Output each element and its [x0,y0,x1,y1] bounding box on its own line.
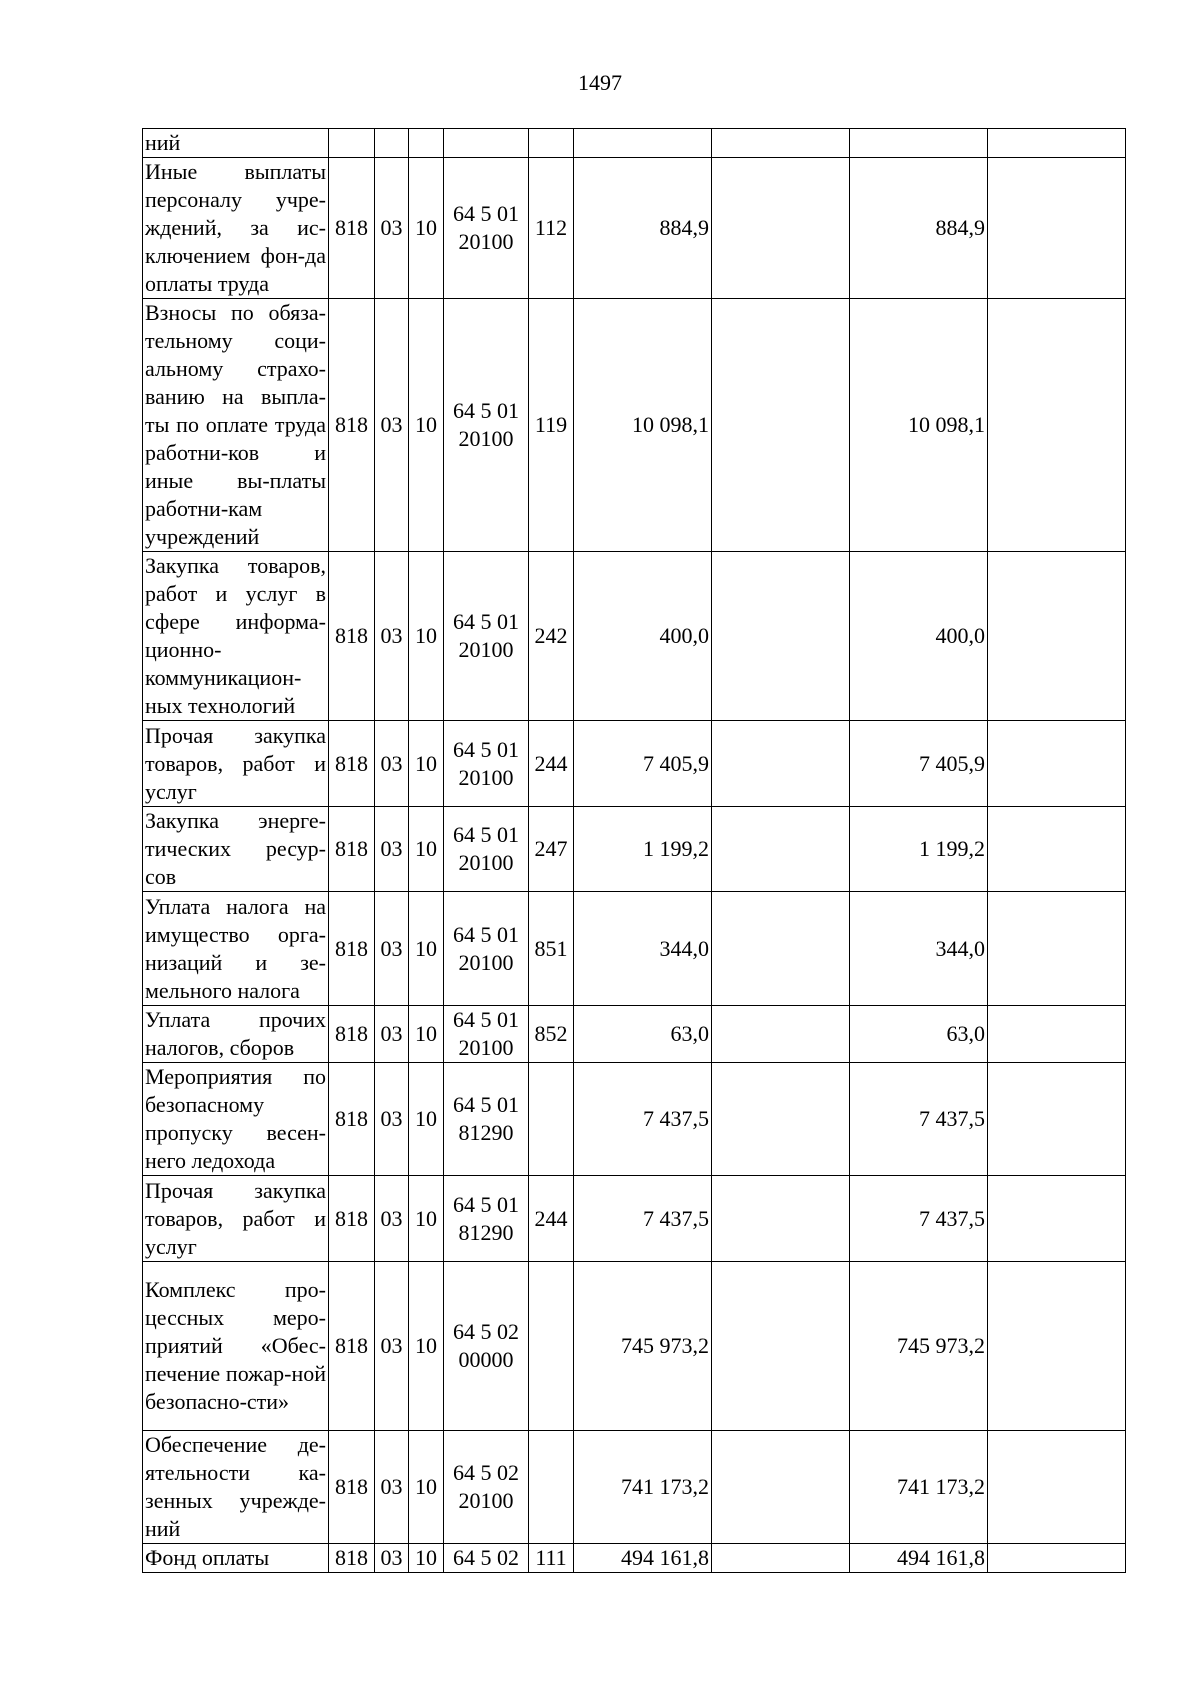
table-row [143,1176,1126,1262]
amount-cell-2 [712,1176,850,1262]
amount-cell-2 [712,1063,850,1176]
expense-type-cell: 111 [529,1544,574,1573]
page-number: 1497 [578,70,622,95]
row-name-cell: Закупка энерге-тических ресур-сов [143,807,329,892]
target-article-line-1: 64 5 01 [453,921,519,947]
grbs-cell: 818 [329,1262,375,1431]
target-article-line-1: 64 5 01 [453,822,519,847]
amount-cell-3: 10 098,1 [850,299,988,552]
amount-cell-4 [988,158,1126,299]
amount-cell-1: 7 437,5 [574,1063,712,1176]
target-article-line-2: 81290 [458,1219,514,1245]
target-article-line-2: 20100 [458,764,514,790]
amount-cell-4 [988,1262,1126,1431]
section-cell: 03 [375,721,409,807]
expense-type-cell: 244 [529,1176,574,1262]
table-row [143,299,1126,552]
subsection-cell: 10 [409,158,444,299]
row-name-cell: Иные выплаты персоналу учре-ждений, за ис-ключением фон-да оплаты труда [143,158,329,299]
amount-cell-2 [712,892,850,1006]
target-article-line-2: 81290 [458,1120,514,1145]
section-cell: 03 [375,1544,409,1573]
amount-cell-2 [712,129,850,158]
target-article-line-2: 20100 [458,1035,514,1060]
row-name-cell: Мероприятия по безопасному пропуску весен-него ледохода [143,1063,329,1176]
target-article-line-1: 64 5 02 [453,1545,519,1570]
amount-cell-3: 344,0 [850,892,988,1006]
grbs-cell [329,129,375,158]
grbs-cell: 818 [329,1431,375,1544]
amount-cell-2 [712,807,850,892]
grbs-cell: 818 [329,721,375,807]
table-row [143,552,1126,721]
amount-cell-4 [988,807,1126,892]
subsection-cell: 10 [409,1544,444,1573]
table-body [143,129,1126,1573]
table-row [143,1544,1126,1573]
row-name-cell: Обеспечение де-ятельности ка-зенных учрежде-ний [143,1431,329,1544]
subsection-cell: 10 [409,1063,444,1176]
target-article-cell [444,552,529,721]
row-name-cell: Взносы по обяза-тельному соци-альному страхо-ванию на выпла-ты по оплате труда работни-ков и иные вы-платы работни-кам учреждений [143,299,329,552]
grbs-cell: 818 [329,299,375,552]
subsection-cell: 10 [409,1176,444,1262]
section-cell [375,129,409,158]
subsection-cell: 10 [409,299,444,552]
target-article-line-1: 64 5 01 [453,398,519,423]
table-row [143,1262,1126,1431]
amount-cell-2 [712,721,850,807]
amount-cell-2 [712,158,850,299]
row-name-cell: Прочая закупка товаров, работ и услуг [143,721,329,807]
amount-cell-3: 400,0 [850,552,988,721]
subsection-cell: 10 [409,552,444,721]
target-article-line-1: 64 5 01 [453,736,519,762]
amount-cell-2 [712,1431,850,1544]
section-cell: 03 [375,1262,409,1431]
target-article-line-1: 64 5 01 [453,201,519,226]
grbs-cell: 818 [329,1006,375,1063]
section-cell: 03 [375,1431,409,1544]
amount-cell-4 [988,721,1126,807]
expense-type-cell: 119 [529,299,574,552]
table-row [143,721,1126,807]
amount-cell-1: 344,0 [574,892,712,1006]
target-article-cell [444,158,529,299]
target-article-line-1: 64 5 02 [453,1460,519,1485]
table-row [143,1063,1126,1176]
subsection-cell: 10 [409,721,444,807]
table-row [143,1431,1126,1544]
expense-type-cell: 851 [529,892,574,1006]
row-name-cell: Уплата прочих налогов, сборов [143,1006,329,1063]
target-article-line-2: 20100 [458,637,514,662]
target-article-line-2: 20100 [458,426,514,451]
target-article-cell [444,1262,529,1431]
expense-type-cell [529,129,574,158]
amount-cell-3: 741 173,2 [850,1431,988,1544]
amount-cell-3: 7 437,5 [850,1063,988,1176]
subsection-cell [409,129,444,158]
amount-cell-4 [988,1006,1126,1063]
subsection-cell: 10 [409,1006,444,1063]
table-row [143,158,1126,299]
section-cell: 03 [375,299,409,552]
section-cell: 03 [375,807,409,892]
grbs-cell: 818 [329,552,375,721]
section-cell: 03 [375,1063,409,1176]
target-article-cell [444,129,529,158]
target-article-line-2: 20100 [458,850,514,875]
target-article-line-1: 64 5 01 [453,1191,519,1217]
amount-cell-1: 741 173,2 [574,1431,712,1544]
amount-cell-4 [988,1063,1126,1176]
amount-cell-1: 1 199,2 [574,807,712,892]
target-article-cell [444,1544,529,1573]
amount-cell-3: 7 437,5 [850,1176,988,1262]
grbs-cell: 818 [329,1176,375,1262]
amount-cell-3: 745 973,2 [850,1262,988,1431]
amount-cell-4 [988,299,1126,552]
table-row [143,129,1126,158]
target-article-cell [444,1176,529,1262]
target-article-cell [444,892,529,1006]
row-name-cell: ний [143,129,329,158]
amount-cell-1: 884,9 [574,158,712,299]
row-name-cell: Закупка товаров, работ и услуг в сфере информа-ционно-коммуникацион-ных технологий [143,552,329,721]
target-article-cell [444,807,529,892]
target-article-cell [444,1431,529,1544]
row-name-cell: Уплата налога на имущество орга-низаций и зе-мельного налога [143,892,329,1006]
amount-cell-1: 494 161,8 [574,1544,712,1573]
amount-cell-1 [574,129,712,158]
table-row [143,807,1126,892]
amount-cell-2 [712,552,850,721]
amount-cell-3: 63,0 [850,1006,988,1063]
target-article-cell [444,1063,529,1176]
amount-cell-3: 1 199,2 [850,807,988,892]
section-cell: 03 [375,158,409,299]
subsection-cell: 10 [409,807,444,892]
target-article-line-1: 64 5 01 [453,1007,519,1032]
row-name-cell: Фонд оплаты [143,1544,329,1573]
section-cell: 03 [375,1176,409,1262]
table-row [143,892,1126,1006]
target-article-line-1: 64 5 02 [453,1319,519,1344]
target-article-line-2: 20100 [458,1488,514,1513]
expense-type-cell: 247 [529,807,574,892]
expense-type-cell [529,1063,574,1176]
expense-type-cell: 242 [529,552,574,721]
amount-cell-4 [988,1176,1126,1262]
expense-type-cell: 112 [529,158,574,299]
amount-cell-3: 7 405,9 [850,721,988,807]
target-article-cell [444,299,529,552]
amount-cell-3 [850,129,988,158]
budget-table [142,128,1126,1573]
section-cell: 03 [375,892,409,1006]
target-article-line-2: 20100 [458,229,514,254]
amount-cell-1: 400,0 [574,552,712,721]
subsection-cell: 10 [409,1262,444,1431]
amount-cell-1: 10 098,1 [574,299,712,552]
grbs-cell: 818 [329,892,375,1006]
amount-cell-4 [988,552,1126,721]
grbs-cell: 818 [329,158,375,299]
row-name-cell: Прочая закупка товаров, работ и услуг [143,1176,329,1262]
grbs-cell: 818 [329,1544,375,1573]
amount-cell-4 [988,1544,1126,1573]
amount-cell-4 [988,129,1126,158]
amount-cell-3: 884,9 [850,158,988,299]
amount-cell-1: 7 437,5 [574,1176,712,1262]
amount-cell-4 [988,1431,1126,1544]
grbs-cell: 818 [329,807,375,892]
grbs-cell: 818 [329,1063,375,1176]
target-article-line-2: 20100 [458,949,514,975]
expense-type-cell [529,1262,574,1431]
section-cell: 03 [375,1006,409,1063]
amount-cell-2 [712,299,850,552]
subsection-cell: 10 [409,1431,444,1544]
target-article-line-2: 00000 [458,1347,514,1372]
amount-cell-1: 7 405,9 [574,721,712,807]
table-row [143,1006,1126,1063]
amount-cell-2 [712,1544,850,1573]
section-cell: 03 [375,552,409,721]
amount-cell-4 [988,892,1126,1006]
subsection-cell: 10 [409,892,444,1006]
expense-type-cell: 852 [529,1006,574,1063]
amount-cell-2 [712,1006,850,1063]
amount-cell-2 [712,1262,850,1431]
amount-cell-3: 494 161,8 [850,1544,988,1573]
target-article-line-1: 64 5 01 [453,609,519,634]
target-article-cell [444,1006,529,1063]
expense-type-cell [529,1431,574,1544]
amount-cell-1: 63,0 [574,1006,712,1063]
expense-type-cell: 244 [529,721,574,807]
target-article-line-1: 64 5 01 [453,1092,519,1117]
target-article-cell [444,721,529,807]
amount-cell-1: 745 973,2 [574,1262,712,1431]
row-name-cell: Комплекс про-цессных меро-приятий «Обес-печение пожар-ной безопасно-сти» [143,1262,329,1431]
